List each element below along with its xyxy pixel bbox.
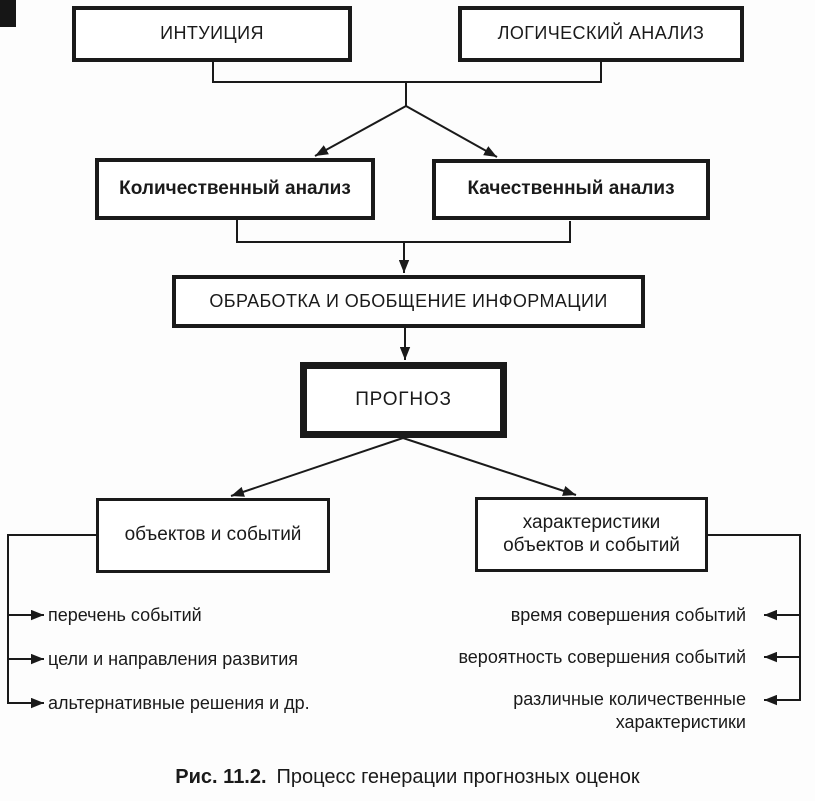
node-forecast: ПРОГНОЗ — [300, 362, 507, 438]
node-processing: ОБРАБОТКА И ОБОБЩЕНИЕ ИНФОРМАЦИИ — [172, 275, 645, 328]
figure-caption — [0, 766, 815, 789]
arrow-to-objects — [231, 438, 403, 496]
left-list-item-3: альтернативные решения и др. — [48, 693, 310, 713]
figure-caption-number: Рис. 11.2. — [175, 766, 267, 788]
figure-caption-text: Процесс генерации прогнозных оценок — [276, 766, 640, 788]
node-characteristics — [475, 497, 708, 572]
node-qualitative-analysis: Качественный анализ — [432, 159, 710, 220]
left-list-item-2: цели и направления развития — [48, 649, 298, 669]
arrow-to-quantitative — [315, 106, 406, 156]
connector-top-merge — [213, 62, 601, 82]
arrow-to-characteristics — [403, 438, 576, 495]
node-intuition: ИНТУИЦИЯ — [72, 6, 352, 62]
arrow-to-qualitative — [406, 106, 497, 157]
right-list-item-1: время совершения событий — [510, 605, 746, 625]
right-list-item-3: различные количественные характеристики — [513, 689, 746, 732]
left-list-item-1: перечень событий — [48, 605, 202, 625]
node-logical-analysis: ЛОГИЧЕСКИЙ АНАЛИЗ — [458, 6, 744, 62]
connector-mid-merge — [237, 220, 570, 242]
node-characteristics-line2: объектов и событий — [503, 534, 680, 556]
right-list-item-2: вероятность совершения событий — [458, 647, 746, 667]
node-characteristics-line1: характеристики — [522, 511, 661, 533]
node-objects-events: объектов и событий — [96, 498, 330, 573]
node-quantitative-analysis: Количественный анализ — [95, 158, 375, 220]
